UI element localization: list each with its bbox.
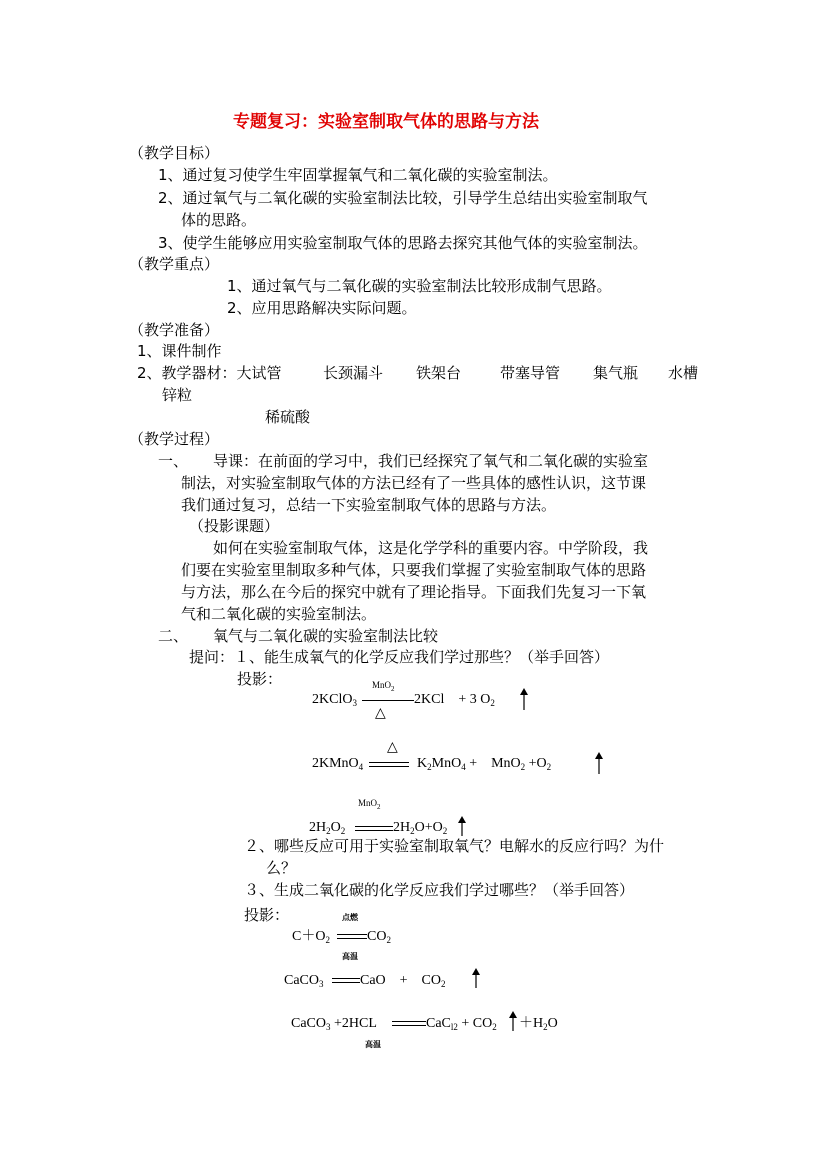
goals-header: （教学目标） [129,144,220,162]
equation-5-line [332,978,360,983]
intro-line: 我们通过复习，总结一下实验室制取气体的思路与方法。 [181,496,557,514]
equation-6-line [392,1021,426,1026]
part-1-number: 一、 [158,452,189,470]
equation-3-line [355,826,393,831]
prep-item: 铁架台 [416,364,462,382]
equation-4-line [337,934,367,939]
para-line: 气和二氧化碳的实验室制法。 [181,605,377,623]
projection-label: 投影： [244,906,290,924]
condition-ignite: 点燃 [342,913,358,922]
up-arrow-icon [457,816,467,836]
up-arrow-icon [594,752,604,774]
para-line: 与方法，那么在今后的探究中就有了理论指导。下面我们先复习一下氧 [181,583,647,601]
up-arrow-icon [471,968,481,988]
prep-2-line2: 锌粒 [162,386,193,404]
equation-1-left: 2KClO$_3$ [312,692,357,708]
prep-item: 集气瓶 [593,364,639,382]
up-arrow-icon [519,688,529,710]
equation-6-right: $CaC_{l2} + CO_2$ [426,1016,497,1032]
prep-1: 1、课件制作 [137,342,222,360]
goal-2: 2、通过氧气与二氧化碳的实验室制法比较，引导学生总结出实验室制取气 [158,189,648,207]
equation-4-right: $CO_2$ [367,929,391,945]
goal-3: 3、使学生能够应用实验室制取气体的思路去探究其他气体的实验室制法。 [158,234,648,252]
prep-2-label: 2、教学器材：大试管 [137,364,282,382]
equation-2-right: $K_2MnO_4$ + $MnO_2 +O_2$ [417,756,552,772]
equation-5-right: CaO + $CO_2$ [360,973,446,989]
equation-1-line [362,700,414,701]
projection-topic: （投影课题） [189,517,280,535]
condition-high-temp: 高温 [365,1040,381,1049]
goal-1: 1、通过复习使学生牢固掌握氧气和二氧化碳的实验室制法。 [158,166,558,184]
question-2: ２、哪些反应可用于实验室制取氧气？电解水的反应行吗？为什 [244,837,665,855]
equation-3-catalyst: MnO$_2$ [358,798,381,811]
equation-4-left: $C+O_2$ [292,929,330,945]
equation-6-water: $+H_2O$ [519,1016,558,1032]
prep-item: 水槽 [668,364,699,382]
equation-5-left: CaCO$_3$ [284,973,324,989]
equation-1-right: 2KCl + 3 $O_2$ [414,692,495,708]
projection-label: 投影： [237,670,283,688]
equation-1-catalyst: MnO$_2$ [372,680,395,693]
equation-3-right: $2H_2O+O_2$ [393,820,448,836]
condition-high-temp: 高温 [342,952,358,961]
equation-6-left: CaCO$_3$ +2HCL [291,1016,377,1032]
intro-line: 制法，对实验室制取气体的方法已经有了一些具体的感性认识，这节课 [181,474,647,492]
question-1: 提问：１、能生成氧气的化学反应我们学过那些？（举手回答） [189,648,610,666]
process-header: （教学过程） [129,430,220,448]
para-line: 们要在实验室里制取多种气体，只要我们掌握了实验室制取气体的思路 [181,561,647,579]
equation-2-left: 2KMnO$_4$ [312,756,364,772]
part-2-heading: 氧气与二氧化碳的实验室制法比较 [213,627,439,645]
heat-symbol: △ [387,739,398,755]
prep-item: 长颈漏斗 [323,364,384,382]
para-line: 如何在实验室制取气体，这是化学学科的重要内容。中学阶段，我 [213,539,649,557]
up-arrow-icon [508,1011,518,1031]
focus-header: （教学重点） [129,255,220,273]
prep-item: 带塞导管 [500,364,561,382]
question-2-cont: 么？ [266,859,297,877]
equation-3: $2H_2O_2$ [309,820,346,836]
page-title: 专题复习：实验室制取气体的思路与方法 [233,112,539,132]
focus-1: 1、通过氧气与二氧化碳的实验室制法比较形成制气思路。 [227,277,612,295]
intro-line: 导课：在前面的学习中，我们已经探究了氧气和二氧化碳的实验室 [213,452,649,470]
heat-symbol: △ [375,705,386,721]
prep-2-line3: 稀硫酸 [265,408,311,426]
focus-2: 2、应用思路解决实际问题。 [227,299,417,317]
equation-2-line [369,762,409,767]
question-3: ３、生成二氧化碳的化学反应我们学过哪些？（举手回答） [244,881,635,899]
prep-header: （教学准备） [129,321,220,339]
part-2-number: 二、 [158,627,189,645]
goal-2-cont: 体的思路。 [181,211,257,229]
